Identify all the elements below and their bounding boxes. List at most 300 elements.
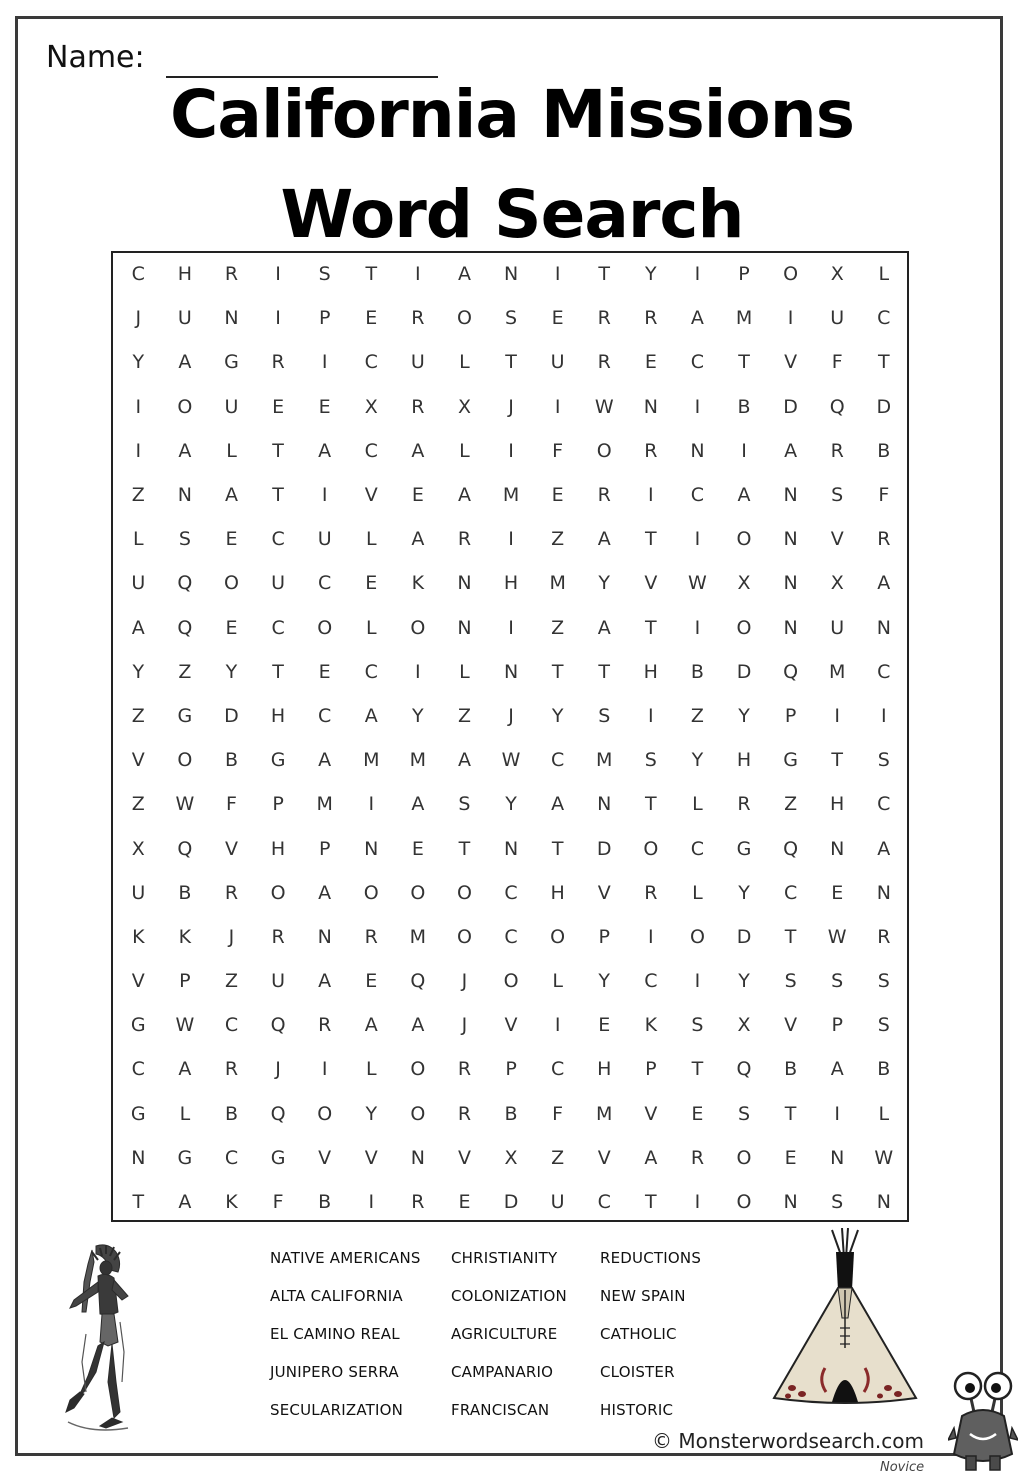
grid-letter[interactable]: N — [830, 1146, 845, 1169]
grid-letter[interactable]: A — [411, 528, 425, 551]
grid-letter[interactable]: W — [874, 1146, 894, 1169]
grid-letter[interactable]: A — [457, 484, 471, 507]
grid-letter[interactable]: C — [364, 660, 378, 683]
grid-letter[interactable]: C — [131, 1058, 145, 1081]
grid-letter[interactable]: U — [224, 395, 239, 418]
grid-letter[interactable]: N — [503, 660, 519, 683]
grid-letter[interactable]: G — [270, 1146, 286, 1169]
grid-letter[interactable]: I — [415, 660, 421, 683]
grid-letter[interactable]: B — [877, 1058, 891, 1081]
grid-letter[interactable]: Z — [224, 970, 238, 993]
grid-letter[interactable]: P — [598, 925, 610, 948]
grid-letter[interactable]: S — [691, 1014, 704, 1037]
grid-letter[interactable]: V — [131, 749, 145, 772]
grid-letter[interactable]: P — [784, 704, 797, 727]
grid-letter[interactable]: P — [831, 1014, 843, 1037]
grid-letter[interactable]: W — [501, 749, 521, 772]
grid-letter[interactable]: I — [321, 351, 328, 374]
grid-letter[interactable]: N — [317, 925, 332, 948]
grid-letter[interactable]: N — [783, 572, 798, 595]
grid-letter[interactable]: I — [648, 704, 654, 727]
grid-letter[interactable]: L — [226, 439, 237, 462]
grid-letter[interactable]: Y — [738, 704, 750, 727]
grid-letter[interactable]: K — [411, 572, 425, 595]
grid-letter[interactable]: J — [135, 307, 142, 330]
grid-letter[interactable]: L — [692, 793, 703, 816]
grid-letter[interactable]: N — [830, 837, 845, 860]
grid-letter[interactable]: C — [690, 837, 705, 860]
grid-letter[interactable]: A — [457, 263, 471, 286]
grid-letter[interactable]: W — [688, 572, 707, 595]
grid-letter[interactable]: X — [737, 572, 751, 595]
grid-letter[interactable]: G — [736, 837, 752, 860]
grid-letter[interactable]: B — [737, 395, 751, 418]
grid-letter[interactable]: E — [225, 528, 238, 551]
grid-letter[interactable]: C — [551, 749, 565, 772]
grid-letter[interactable]: O — [410, 1102, 426, 1125]
grid-letter[interactable]: I — [694, 263, 701, 286]
grid-letter[interactable]: E — [598, 1014, 611, 1037]
grid-letter[interactable]: F — [552, 1102, 564, 1125]
grid-letter[interactable]: A — [877, 572, 891, 595]
grid-letter[interactable]: O — [410, 881, 426, 904]
grid-letter[interactable]: D — [783, 395, 798, 418]
grid-letter[interactable]: A — [178, 351, 192, 374]
grid-letter[interactable]: Q — [736, 1058, 752, 1081]
grid-letter[interactable]: D — [224, 704, 239, 727]
grid-letter[interactable]: R — [364, 925, 378, 948]
grid-letter[interactable]: L — [133, 528, 144, 551]
grid-letter[interactable]: R — [877, 925, 891, 948]
grid-letter[interactable]: A — [178, 1058, 192, 1081]
grid-letter[interactable]: S — [877, 970, 890, 993]
grid-letter[interactable]: T — [272, 660, 284, 683]
grid-letter[interactable]: M — [596, 1102, 613, 1125]
grid-letter[interactable]: R — [411, 1191, 425, 1214]
grid-letter[interactable]: O — [736, 1146, 752, 1169]
grid-letter[interactable]: I — [415, 263, 421, 286]
grid-letter[interactable]: I — [368, 793, 375, 816]
grid-letter[interactable]: L — [552, 970, 563, 993]
grid-letter[interactable]: C — [224, 1146, 239, 1169]
grid-letter[interactable]: T — [551, 660, 564, 683]
grid-letter[interactable]: X — [830, 572, 844, 595]
grid-letter[interactable]: B — [504, 1102, 518, 1125]
grid-letter[interactable]: A — [178, 439, 192, 462]
grid-letter[interactable]: M — [409, 925, 427, 948]
grid-letter[interactable]: S — [831, 1191, 844, 1214]
grid-letter[interactable]: I — [694, 1191, 701, 1214]
grid-letter[interactable]: R — [457, 528, 472, 551]
grid-letter[interactable]: H — [177, 263, 193, 286]
grid-letter[interactable]: G — [130, 1014, 146, 1037]
grid-letter[interactable]: Y — [551, 704, 564, 727]
grid-letter[interactable]: C — [224, 1014, 239, 1037]
grid-letter[interactable]: F — [272, 1191, 284, 1214]
grid-letter[interactable]: H — [830, 793, 845, 816]
grid-letter[interactable]: R — [644, 881, 658, 904]
grid-letter[interactable]: Y — [738, 881, 750, 904]
grid-letter[interactable]: Q — [829, 395, 845, 418]
grid-letter[interactable]: N — [597, 793, 612, 816]
grid-letter[interactable]: X — [504, 1146, 518, 1169]
grid-letter[interactable]: N — [783, 528, 798, 551]
grid-letter[interactable]: O — [363, 881, 379, 904]
grid-letter[interactable]: S — [877, 749, 890, 772]
grid-letter[interactable]: C — [877, 307, 891, 330]
grid-letter[interactable]: T — [551, 837, 564, 860]
grid-letter[interactable]: I — [135, 439, 142, 462]
grid-letter[interactable]: T — [645, 528, 657, 551]
grid-letter[interactable]: C — [783, 881, 798, 904]
grid-letter[interactable]: R — [457, 1058, 472, 1081]
grid-letter[interactable]: V — [364, 484, 378, 507]
grid-letter[interactable]: O — [736, 616, 752, 639]
grid-letter[interactable]: A — [411, 1014, 425, 1037]
grid-letter[interactable]: G — [177, 1146, 193, 1169]
grid-letter[interactable]: N — [177, 484, 192, 507]
grid-letter[interactable]: P — [318, 307, 331, 330]
grid-letter[interactable]: R — [690, 1146, 705, 1169]
grid-letter[interactable]: L — [365, 1058, 377, 1081]
grid-letter[interactable]: U — [271, 970, 286, 993]
grid-letter[interactable]: R — [597, 484, 611, 507]
grid-letter[interactable]: I — [508, 616, 514, 639]
grid-letter[interactable]: F — [831, 351, 843, 374]
grid-letter[interactable]: V — [644, 1102, 658, 1125]
grid-letter[interactable]: C — [877, 660, 891, 683]
grid-letter[interactable]: U — [271, 572, 286, 595]
grid-letter[interactable]: E — [644, 351, 657, 374]
grid-letter[interactable]: R — [830, 439, 844, 462]
grid-letter[interactable]: D — [736, 925, 752, 948]
grid-letter[interactable]: I — [321, 1058, 328, 1081]
grid-letter[interactable]: I — [834, 704, 840, 727]
grid-letter[interactable]: P — [318, 837, 331, 860]
grid-letter[interactable]: Z — [784, 793, 798, 816]
grid-letter[interactable]: I — [554, 263, 561, 286]
grid-letter[interactable]: O — [596, 439, 612, 462]
grid-letter[interactable]: Y — [691, 749, 704, 772]
grid-letter[interactable]: A — [318, 439, 332, 462]
grid-letter[interactable]: O — [456, 925, 472, 948]
grid-letter[interactable]: X — [830, 263, 844, 286]
grid-letter[interactable]: E — [551, 484, 564, 507]
grid-letter[interactable]: H — [270, 704, 286, 727]
grid-letter[interactable]: Z — [178, 660, 192, 683]
grid-letter[interactable]: E — [365, 970, 378, 993]
grid-letter[interactable]: U — [830, 307, 845, 330]
grid-letter[interactable]: N — [783, 1191, 798, 1214]
grid-letter[interactable]: I — [275, 263, 281, 286]
grid-letter[interactable]: O — [410, 1058, 426, 1081]
grid-letter[interactable]: R — [271, 925, 285, 948]
grid-letter[interactable]: H — [503, 572, 519, 595]
grid-letter[interactable]: O — [317, 616, 333, 639]
grid-letter[interactable]: T — [784, 1102, 797, 1125]
grid-letter[interactable]: I — [741, 439, 747, 462]
grid-letter[interactable]: Y — [598, 970, 611, 993]
grid-letter[interactable]: O — [224, 572, 239, 595]
grid-letter[interactable]: I — [834, 1102, 840, 1125]
grid-letter[interactable]: H — [597, 1058, 612, 1081]
grid-letter[interactable]: L — [692, 881, 703, 904]
grid-letter[interactable]: N — [783, 616, 798, 639]
grid-letter[interactable]: J — [461, 970, 468, 993]
grid-letter[interactable]: Y — [505, 793, 517, 816]
grid-letter[interactable]: V — [597, 881, 611, 904]
grid-letter[interactable]: V — [784, 351, 798, 374]
grid-letter[interactable]: O — [270, 881, 286, 904]
grid-letter[interactable]: A — [597, 616, 611, 639]
grid-letter[interactable]: N — [876, 1191, 891, 1214]
grid-letter[interactable]: X — [131, 837, 145, 860]
grid-letter[interactable]: S — [318, 263, 331, 286]
grid-letter[interactable]: U — [317, 528, 332, 551]
grid-letter[interactable]: G — [130, 1102, 146, 1125]
grid-letter[interactable]: I — [694, 395, 701, 418]
grid-letter[interactable]: E — [411, 484, 424, 507]
grid-letter[interactable]: L — [878, 1102, 890, 1125]
grid-letter[interactable]: K — [132, 925, 145, 948]
grid-letter[interactable]: L — [365, 528, 377, 551]
grid-letter[interactable]: T — [877, 351, 890, 374]
grid-letter[interactable]: X — [737, 1014, 751, 1037]
grid-letter[interactable]: Q — [270, 1102, 286, 1125]
grid-letter[interactable]: O — [689, 925, 705, 948]
grid-letter[interactable]: S — [877, 1014, 890, 1037]
grid-letter[interactable]: A — [597, 528, 611, 551]
grid-letter[interactable]: D — [596, 837, 612, 860]
grid-letter[interactable]: K — [178, 925, 192, 948]
grid-letter[interactable]: I — [508, 528, 514, 551]
grid-letter[interactable]: I — [554, 395, 561, 418]
grid-letter[interactable]: S — [831, 970, 844, 993]
grid-letter[interactable]: E — [831, 881, 844, 904]
grid-letter[interactable]: V — [644, 572, 658, 595]
grid-letter[interactable]: F — [552, 439, 564, 462]
grid-letter[interactable]: J — [461, 1014, 468, 1037]
grid-letter[interactable]: Z — [551, 616, 565, 639]
grid-letter[interactable]: I — [694, 616, 701, 639]
grid-letter[interactable]: R — [737, 793, 751, 816]
grid-letter[interactable]: O — [456, 881, 472, 904]
grid-letter[interactable]: X — [457, 395, 471, 418]
grid-letter[interactable]: A — [411, 439, 425, 462]
grid-letter[interactable]: W — [175, 1014, 195, 1037]
grid-letter[interactable]: C — [504, 881, 518, 904]
grid-letter[interactable]: C — [318, 572, 332, 595]
grid-letter[interactable]: E — [272, 395, 285, 418]
grid-letter[interactable]: M — [549, 572, 566, 595]
grid-letter[interactable]: R — [644, 439, 658, 462]
grid-letter[interactable]: C — [690, 484, 705, 507]
grid-letter[interactable]: R — [457, 1102, 472, 1125]
grid-letter[interactable]: R — [644, 307, 658, 330]
grid-letter[interactable]: V — [457, 1146, 471, 1169]
grid-letter[interactable]: E — [691, 1102, 704, 1125]
grid-letter[interactable]: E — [225, 616, 238, 639]
grid-letter[interactable]: K — [644, 1014, 658, 1037]
grid-letter[interactable]: D — [876, 395, 892, 418]
grid-letter[interactable]: P — [645, 1058, 657, 1081]
grid-letter[interactable]: R — [224, 881, 239, 904]
grid-letter[interactable]: Y — [738, 970, 750, 993]
grid-letter[interactable]: V — [131, 970, 145, 993]
grid-letter[interactable]: W — [175, 793, 195, 816]
grid-letter[interactable]: B — [877, 439, 891, 462]
grid-letter[interactable]: H — [643, 660, 658, 683]
grid-letter[interactable]: V — [318, 1146, 332, 1169]
grid-letter[interactable]: M — [829, 660, 846, 683]
grid-letter[interactable]: G — [224, 351, 239, 374]
grid-letter[interactable]: S — [598, 704, 611, 727]
grid-letter[interactable]: H — [550, 881, 565, 904]
grid-letter[interactable]: N — [457, 616, 472, 639]
grid-letter[interactable]: H — [270, 837, 286, 860]
grid-letter[interactable]: Y — [132, 351, 145, 374]
grid-letter[interactable]: U — [131, 881, 146, 904]
grid-letter[interactable]: J — [228, 925, 235, 948]
grid-letter[interactable]: P — [505, 1058, 517, 1081]
grid-letter[interactable]: A — [318, 970, 332, 993]
grid-letter[interactable]: E — [551, 307, 564, 330]
grid-letter[interactable]: D — [736, 660, 752, 683]
grid-letter[interactable]: B — [784, 1058, 798, 1081]
grid-letter[interactable]: A — [318, 749, 332, 772]
grid-letter[interactable]: G — [177, 704, 193, 727]
grid-letter[interactable]: T — [365, 263, 378, 286]
grid-letter[interactable]: O — [503, 970, 519, 993]
grid-letter[interactable]: T — [272, 484, 284, 507]
grid-letter[interactable]: L — [459, 660, 470, 683]
grid-letter[interactable]: C — [877, 793, 891, 816]
grid-letter[interactable]: I — [694, 970, 701, 993]
grid-letter[interactable]: N — [503, 263, 519, 286]
grid-letter[interactable]: Y — [225, 660, 238, 683]
grid-letter[interactable]: T — [598, 263, 611, 286]
grid-letter[interactable]: O — [410, 616, 426, 639]
grid-letter[interactable]: N — [224, 307, 239, 330]
grid-letter[interactable]: F — [226, 793, 237, 816]
grid-letter[interactable]: A — [224, 484, 238, 507]
grid-letter[interactable]: T — [598, 660, 611, 683]
grid-letter[interactable]: G — [783, 749, 798, 772]
grid-letter[interactable]: V — [504, 1014, 518, 1037]
grid-letter[interactable]: A — [784, 439, 798, 462]
grid-letter[interactable]: Q — [177, 572, 193, 595]
grid-letter[interactable]: L — [179, 1102, 191, 1125]
grid-letter[interactable]: Z — [690, 704, 704, 727]
grid-letter[interactable]: N — [364, 837, 379, 860]
grid-letter[interactable]: M — [363, 749, 380, 772]
grid-letter[interactable]: I — [368, 1191, 375, 1214]
grid-letter[interactable]: T — [132, 1191, 145, 1214]
grid-letter[interactable]: A — [877, 837, 891, 860]
grid-letter[interactable]: N — [783, 484, 798, 507]
grid-letter[interactable]: N — [410, 1146, 425, 1169]
grid-letter[interactable]: L — [878, 263, 890, 286]
grid-letter[interactable]: S — [644, 749, 657, 772]
grid-letter[interactable]: B — [690, 660, 704, 683]
grid-letter[interactable]: N — [690, 439, 705, 462]
grid-letter[interactable]: N — [457, 572, 472, 595]
grid-letter[interactable]: V — [830, 528, 844, 551]
grid-letter[interactable]: E — [318, 395, 331, 418]
grid-letter[interactable]: D — [503, 1191, 519, 1214]
grid-letter[interactable]: T — [645, 616, 657, 639]
grid-letter[interactable]: F — [878, 484, 890, 507]
grid-letter[interactable]: A — [457, 749, 471, 772]
grid-letter[interactable]: R — [411, 395, 425, 418]
grid-letter[interactable]: Y — [645, 263, 657, 286]
grid-letter[interactable]: O — [456, 307, 472, 330]
grid-letter[interactable]: U — [550, 1191, 565, 1214]
grid-letter[interactable]: S — [784, 970, 797, 993]
grid-letter[interactable]: U — [131, 572, 146, 595]
grid-letter[interactable]: Y — [598, 572, 611, 595]
grid-letter[interactable]: T — [272, 439, 284, 462]
grid-letter[interactable]: W — [594, 395, 614, 418]
grid-letter[interactable]: A — [737, 484, 751, 507]
grid-letter[interactable]: R — [877, 528, 891, 551]
grid-letter[interactable]: C — [504, 925, 518, 948]
grid-letter[interactable]: Q — [783, 660, 799, 683]
grid-letter[interactable]: T — [738, 351, 750, 374]
grid-letter[interactable]: Q — [410, 970, 426, 993]
grid-letter[interactable]: J — [508, 395, 514, 418]
grid-letter[interactable]: R — [597, 351, 611, 374]
grid-letter[interactable]: A — [644, 1146, 658, 1169]
grid-letter[interactable]: A — [178, 1191, 192, 1214]
grid-letter[interactable]: R — [411, 307, 425, 330]
grid-letter[interactable]: C — [364, 351, 378, 374]
grid-letter[interactable]: A — [551, 793, 565, 816]
grid-letter[interactable]: E — [784, 1146, 797, 1169]
grid-letter[interactable]: L — [459, 351, 470, 374]
grid-letter[interactable]: O — [550, 925, 566, 948]
grid-letter[interactable]: T — [691, 1058, 704, 1081]
grid-letter[interactable]: S — [458, 793, 471, 816]
grid-letter[interactable]: I — [321, 484, 328, 507]
grid-letter[interactable]: P — [179, 970, 191, 993]
grid-letter[interactable]: T — [458, 837, 471, 860]
grid-letter[interactable]: U — [550, 351, 565, 374]
grid-letter[interactable]: N — [876, 616, 891, 639]
grid-letter[interactable]: C — [131, 263, 145, 286]
grid-letter[interactable]: R — [224, 263, 239, 286]
grid-letter[interactable]: R — [271, 351, 285, 374]
grid-letter[interactable]: J — [275, 1058, 281, 1081]
grid-letter[interactable]: E — [365, 307, 378, 330]
grid-letter[interactable]: U — [410, 351, 425, 374]
grid-letter[interactable]: X — [364, 395, 378, 418]
grid-letter[interactable]: T — [645, 1191, 657, 1214]
grid-letter[interactable]: R — [224, 1058, 239, 1081]
grid-letter[interactable]: T — [505, 351, 517, 374]
grid-letter[interactable]: N — [876, 881, 891, 904]
grid-letter[interactable]: C — [551, 1058, 565, 1081]
grid-letter[interactable]: L — [365, 616, 377, 639]
grid-letter[interactable]: T — [784, 925, 797, 948]
grid-letter[interactable]: Y — [412, 704, 424, 727]
grid-letter[interactable]: B — [178, 881, 192, 904]
grid-letter[interactable]: A — [131, 616, 145, 639]
grid-letter[interactable]: T — [645, 793, 657, 816]
grid-letter[interactable]: A — [830, 1058, 844, 1081]
grid-letter[interactable]: I — [275, 307, 281, 330]
grid-letter[interactable]: R — [597, 307, 611, 330]
